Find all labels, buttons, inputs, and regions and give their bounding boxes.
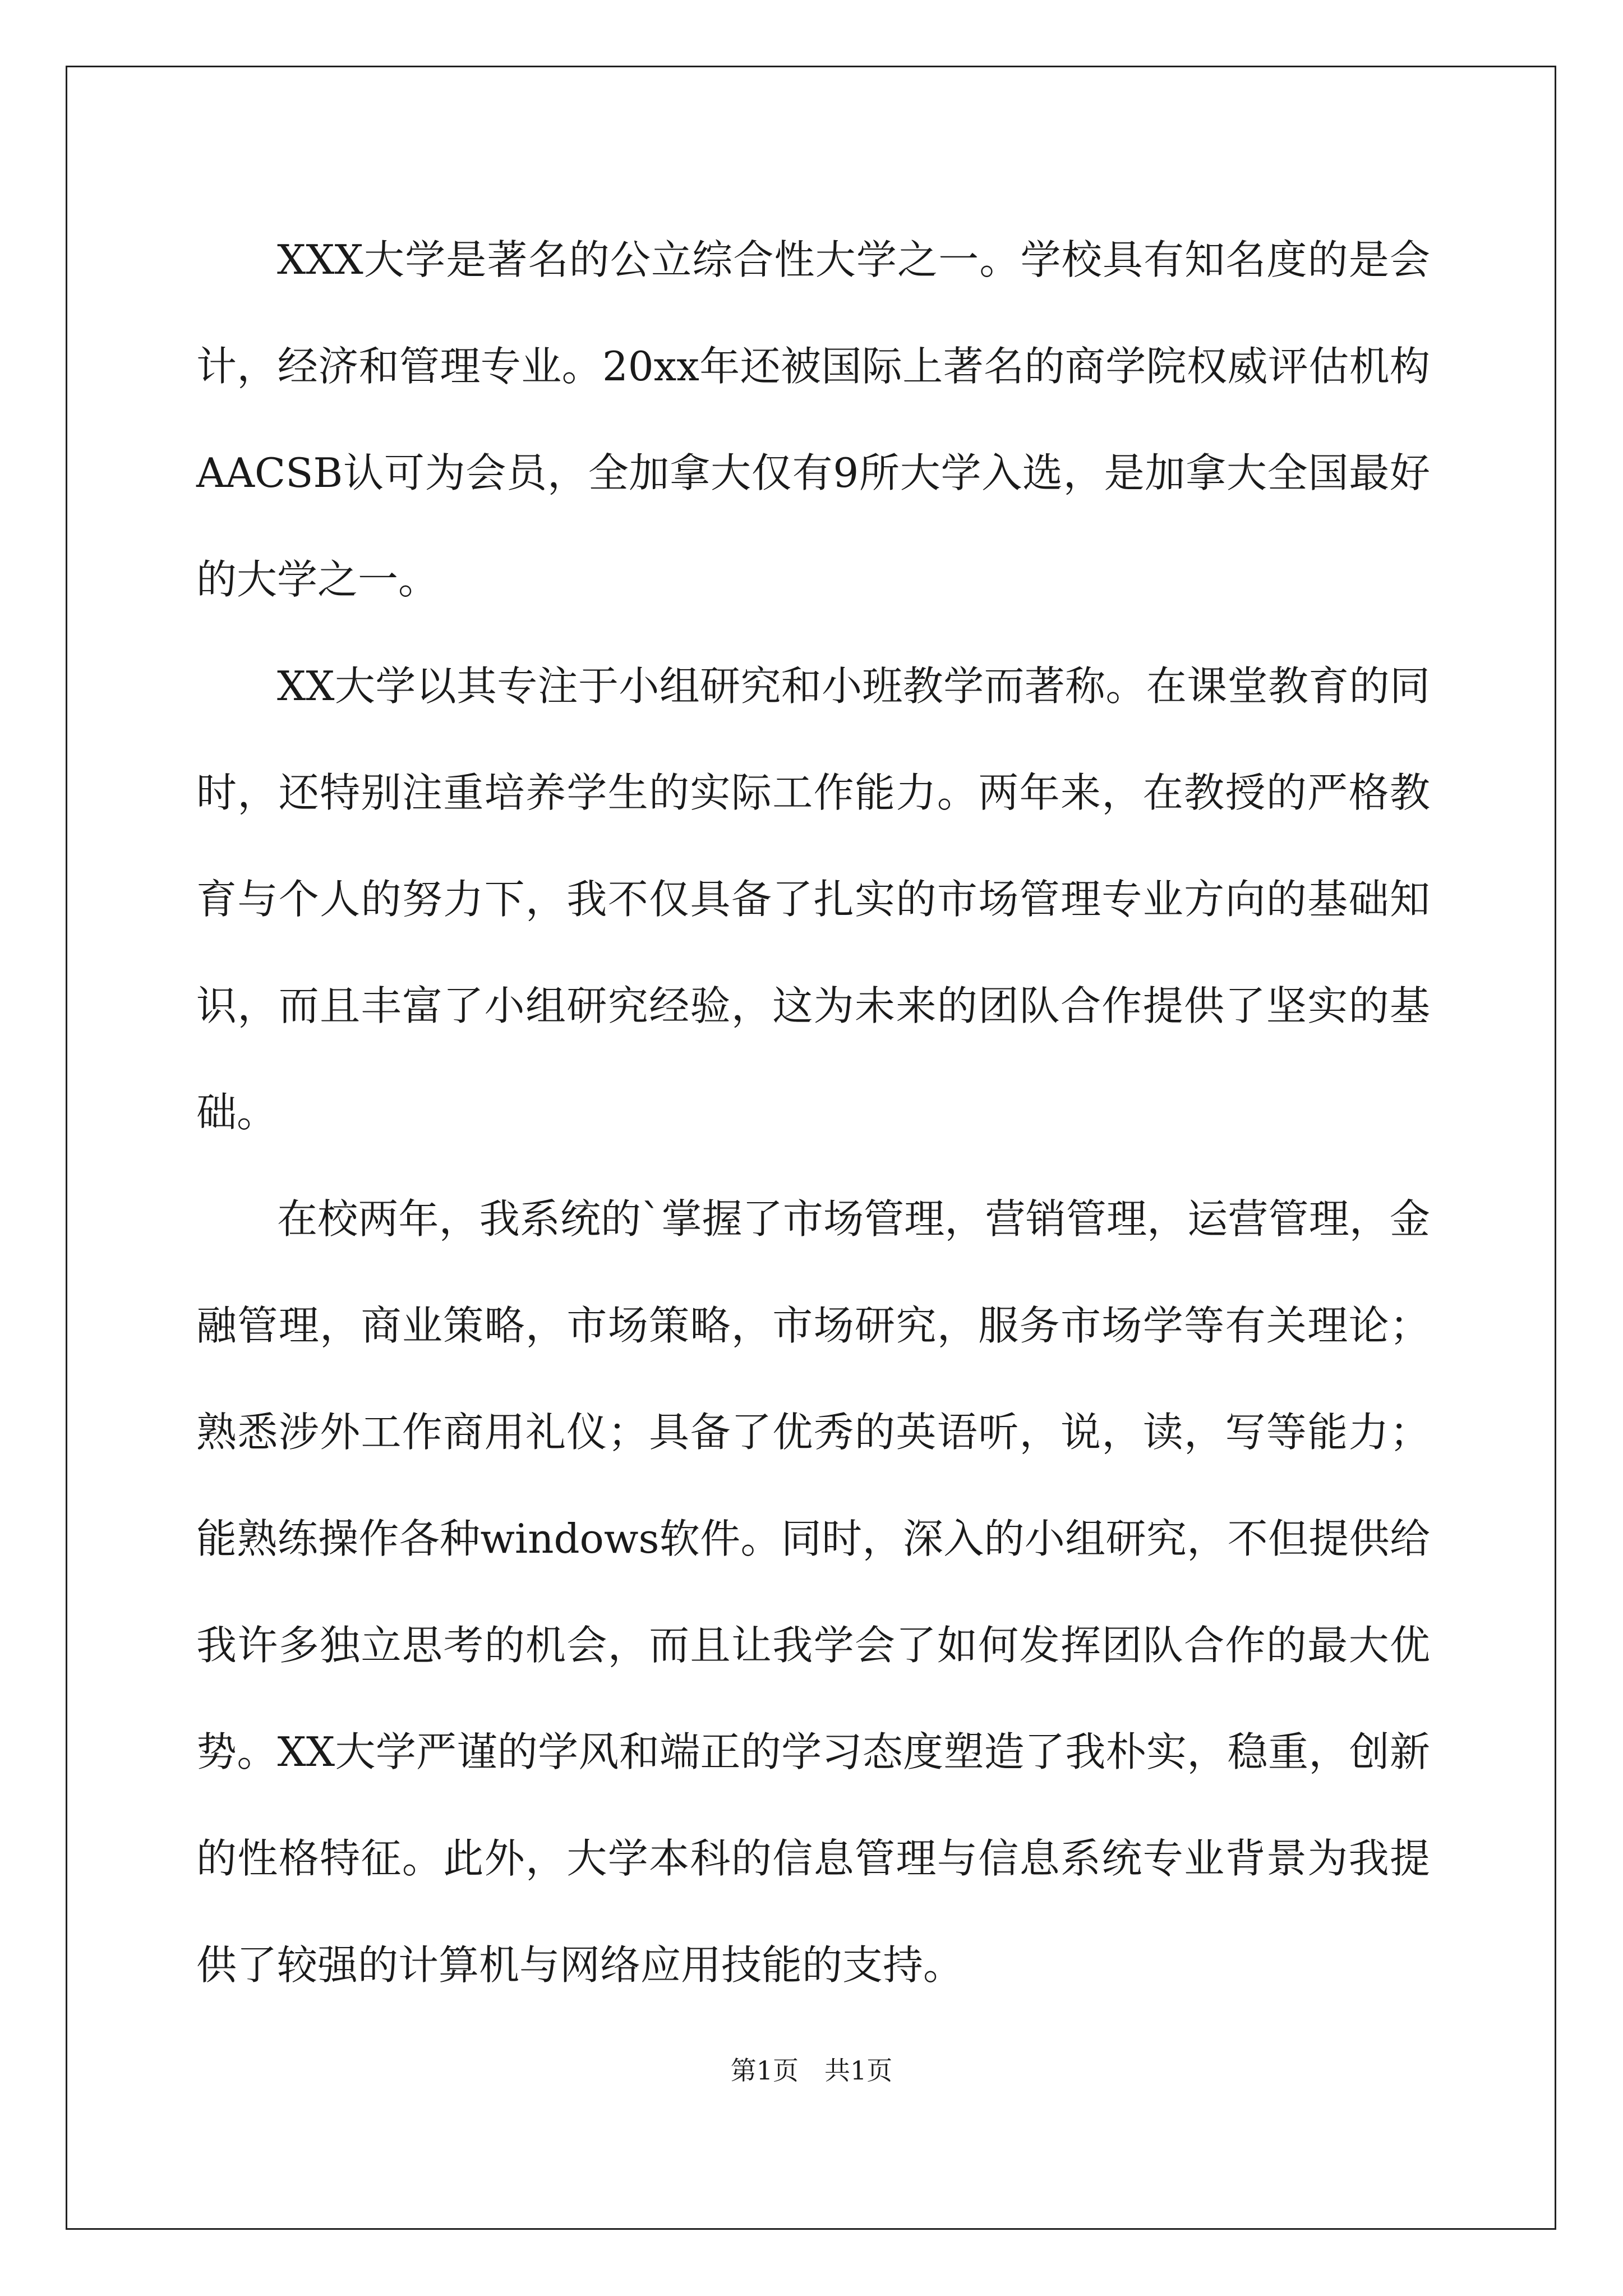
paragraph-2: XX大学以其专注于小组研究和小班教学而著称。在课堂教育的同时，还特别注重培养学生的实际工作能力。两年来，在教授的严格教育与个人的努力下，我不仅具备了扎实的市场管理专业方向的基础知识，而且丰富了小组研究经验，这为未来的团队合作提供了坚实的基础。 — [196, 662, 1430, 1136]
paragraph-1: XXX大学是著名的公立综合性大学之一。学校具有知名度的是会计，经济和管理专业。20xx年还被国际上著名的商学院权威评估机构AACSB认可为会员，全加拿大仅有9所大学入选，是加拿大全国最好的大学之一。 — [196, 236, 1430, 603]
document-body — [196, 206, 1430, 2018]
page-total: 共1页 — [824, 2055, 893, 2086]
page-footer — [0, 2050, 1623, 2087]
page-number: 第1页 — [730, 2055, 799, 2086]
paragraph-3: 在校两年，我系统的`掌握了市场管理，营销管理，运营管理，金融管理，商业策略，市场策略，市场研究，服务市场学等有关理论；熟悉涉外工作商用礼仪；具备了优秀的英语听，说，读，写等能力；能熟练操作各种windows软件。同时，深入的小组研究，不但提供给我许多独立思考的机会，而且让我学会了如何发挥团队合作的最大优势。XX大学严谨的学风和端正的学习态度塑造了我朴实，稳重，创新的性格特征。此外，大学本科的信息管理与信息系统专业背景为我提供了较强的计算机与网络应用技能的支持。 — [196, 1195, 1430, 1989]
